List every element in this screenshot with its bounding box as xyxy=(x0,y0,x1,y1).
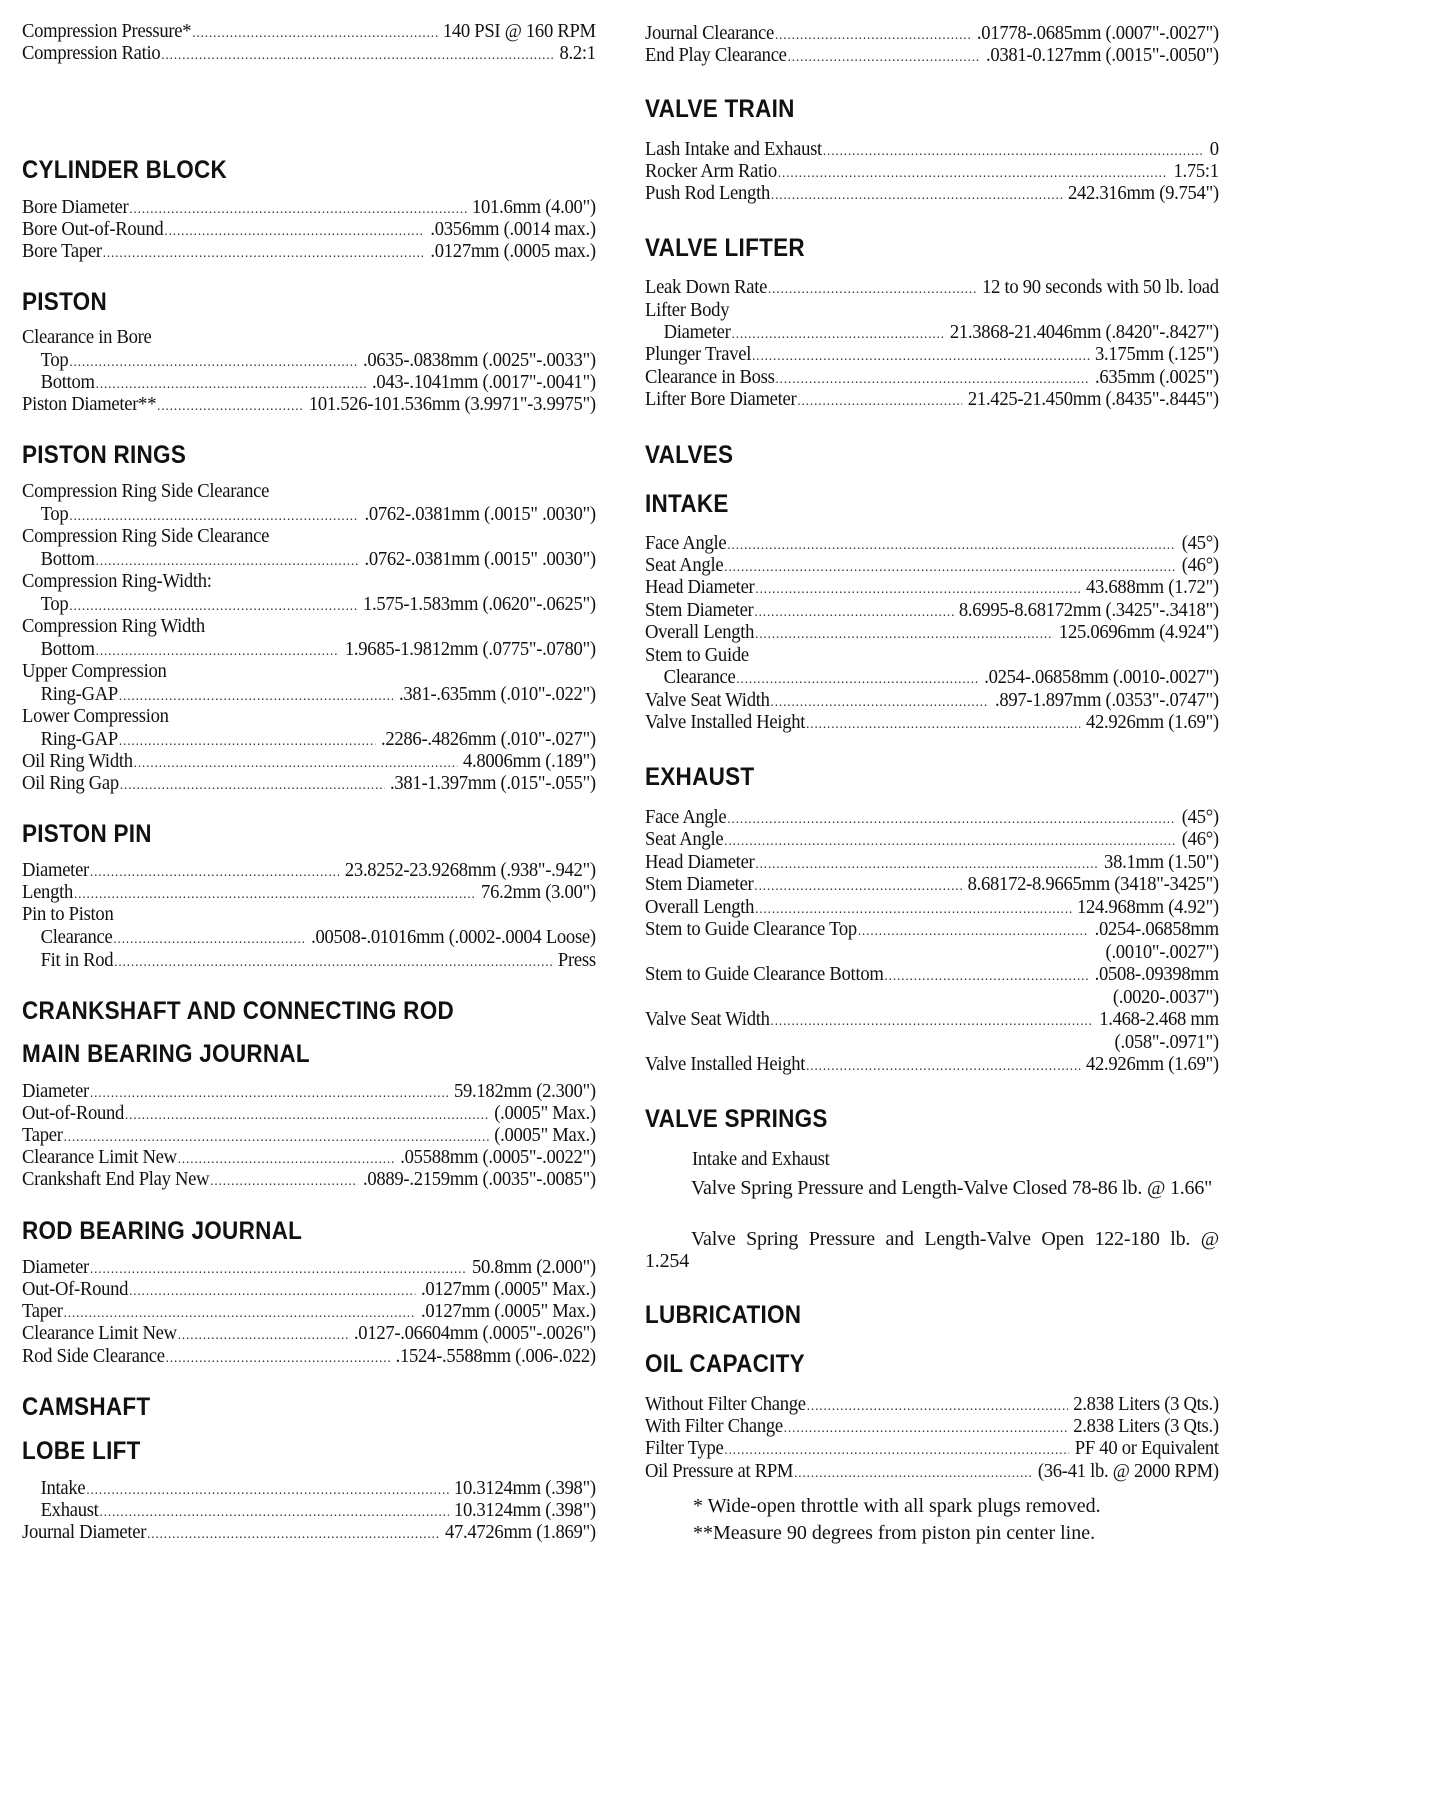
section-heading-crankshaft: CRANKSHAFT AND CONNECTING ROD xyxy=(22,997,454,1025)
sub-label: Compression Ring Side Clearance xyxy=(22,525,270,547)
spec-row: Bottom ..... .0762-.0381mm (.0015" .0030") xyxy=(22,548,596,573)
spec-row: Plunger Travel ..... 3.175mm (.125") xyxy=(645,343,1219,368)
spec-row: Diameter ..... 23.8252-23.9268mm (.938"-.942") xyxy=(22,859,596,884)
section-heading-oil-capacity: OIL CAPACITY xyxy=(645,1350,805,1378)
spec-row: Stem to Guide Clearance Top ..... .0254-.06858mm xyxy=(645,918,1219,943)
spec-row: Clearance in Boss ..... .635mm (.0025") xyxy=(645,366,1219,391)
sub-label: Clearance in Bore xyxy=(22,326,152,348)
spec-row: Clearance Limit New ..... .0127-.06604mm (.0005"-.0026") xyxy=(22,1322,596,1347)
sub-label: Intake and Exhaust xyxy=(692,1148,830,1170)
spec-row-continuation: (.0010"-.0027") xyxy=(1105,941,1219,963)
sub-label: Compression Ring Side Clearance xyxy=(22,480,270,502)
footnote: **Measure 90 degrees from piston pin center line. xyxy=(693,1522,1096,1544)
section-heading-camshaft: CAMSHAFT xyxy=(22,1393,151,1421)
spec-row: Diameter ..... 59.182mm (2.300") xyxy=(22,1080,596,1105)
spec-row: Head Diameter ..... 43.688mm (1.72") xyxy=(645,576,1219,601)
spec-row: Journal Diameter ..... 47.4726mm (1.869") xyxy=(22,1521,596,1546)
footnote: * Wide-open throttle with all spark plugs removed. xyxy=(693,1495,1101,1517)
section-heading-piston-pin: PISTON PIN xyxy=(22,820,152,848)
sub-label: Upper Compression xyxy=(22,660,167,682)
spec-row: Overall Length ..... 125.0696mm (4.924") xyxy=(645,621,1219,646)
section-heading-valves: VALVES xyxy=(645,441,734,469)
spec-row: Stem Diameter ..... 8.68172-8.9665mm (3418"-3425") xyxy=(645,873,1219,898)
spec-row: Valve Installed Height ..... 42.926mm (1.69") xyxy=(645,1053,1219,1078)
spec-row: Out-Of-Round ..... .0127mm (.0005" Max.) xyxy=(22,1278,596,1303)
spec-row: Taper ..... .0127mm (.0005" Max.) xyxy=(22,1300,596,1325)
section-heading-valve-springs: VALVE SPRINGS xyxy=(645,1105,828,1133)
spec-row: Exhaust ..... 10.3124mm (.398") xyxy=(22,1499,596,1524)
spec-row: Taper ..... (.0005" Max.) xyxy=(22,1124,596,1149)
spec-row: Filter Type ..... PF 40 or Equivalent xyxy=(645,1437,1219,1462)
spec-row: Crankshaft End Play New ..... .0889-.2159mm (.0035"-.0085") xyxy=(22,1168,596,1193)
spec-row: Valve Seat Width ..... .897-1.897mm (.0353"-.0747") xyxy=(645,689,1219,714)
sub-label: Compression Ring-Width: xyxy=(22,570,212,592)
spec-row: Head Diameter ..... 38.1mm (1.50") xyxy=(645,851,1219,876)
spec-row: Stem Diameter ..... 8.6995-8.68172mm (.3425"-.3418") xyxy=(645,599,1219,624)
spec-row: Lifter Bore Diameter ..... 21.425-21.450mm (.8435"-.8445") xyxy=(645,388,1219,413)
spec-row: Length ..... 76.2mm (3.00") xyxy=(22,881,596,906)
spec-row: Rocker Arm Ratio ..... 1.75:1 xyxy=(645,160,1219,185)
paragraph: Valve Spring Pressure and Length-Valve Closed 78-86 lb. @ 1.66" xyxy=(691,1177,1213,1199)
spec-row: Diameter ..... 21.3868-21.4046mm (.8420"-.8427") xyxy=(645,321,1219,346)
paragraph: Valve Spring Pressure and Length-Valve Open 122-180 lb. @ 1.254 xyxy=(645,1228,1219,1272)
spec-row: Ring-GAP ..... .2286-.4826mm (.010"-.027") xyxy=(22,728,596,753)
spec-row: Push Rod Length ..... 242.316mm (9.754") xyxy=(645,182,1219,207)
section-heading-cylinder-block: CYLINDER BLOCK xyxy=(22,156,228,184)
sub-label: Compression Ring Width xyxy=(22,615,205,637)
spec-row: Without Filter Change ..... 2.838 Liters (3 Qts.) xyxy=(645,1393,1219,1418)
spec-row: Clearance ..... .00508-.01016mm (.0002-.0004 Loose) xyxy=(22,926,596,951)
sub-label: Lifter Body xyxy=(645,299,730,321)
spec-row: Bore Diameter ..... 101.6mm (4.00") xyxy=(22,196,596,221)
sub-label: Pin to Piston xyxy=(22,903,114,925)
spec-row: Top ..... .0635-.0838mm (.0025"-.0033") xyxy=(22,349,596,374)
spec-row: Journal Clearance ..... .01778-.0685mm (.0007"-.0027") xyxy=(645,22,1219,47)
spec-row: Clearance ..... .0254-.06858mm (.0010-.0027") xyxy=(645,666,1219,691)
sub-label: Lower Compression xyxy=(22,705,169,727)
spec-row: Seat Angle ..... (46°) xyxy=(645,554,1219,579)
spec-row: Bottom ..... .043-.1041mm (.0017"-.0041") xyxy=(22,371,596,396)
section-heading-lobe-lift: LOBE LIFT xyxy=(22,1437,141,1465)
spec-row: Stem to Guide Clearance Bottom ..... .0508-.09398mm xyxy=(645,963,1219,988)
spec-row: Diameter ..... 50.8mm (2.000") xyxy=(22,1256,596,1281)
spec-row: Rod Side Clearance ..... .1524-.5588mm (.006-.022) xyxy=(22,1345,596,1370)
spec-row: Bottom ..... 1.9685-1.9812mm (.0775"-.0780") xyxy=(22,638,596,663)
spec-row: Compression Ratio ..... 8.2:1 xyxy=(22,42,596,67)
spec-row: Top ..... .0762-.0381mm (.0015" .0030") xyxy=(22,503,596,528)
spec-row: Out-of-Round ..... (.0005" Max.) xyxy=(22,1102,596,1127)
spec-row: Piston Diameter** ..... 101.526-101.536mm (3.9971"-3.9975") xyxy=(22,393,596,418)
section-heading-piston-rings: PISTON RINGS xyxy=(22,441,187,469)
spec-row: Oil Ring Gap ..... .381-1.397mm (.015"-.055") xyxy=(22,772,596,797)
spec-row-continuation: (.058"-.0971") xyxy=(1114,1031,1219,1053)
section-heading-main-bearing: MAIN BEARING JOURNAL xyxy=(22,1040,310,1068)
spec-row: Lash Intake and Exhaust ..... 0 xyxy=(645,138,1219,163)
spec-row: Valve Installed Height ..... 42.926mm (1.69") xyxy=(645,711,1219,736)
spec-row: Oil Ring Width ..... 4.8006mm (.189") xyxy=(22,750,596,775)
section-heading-piston: PISTON xyxy=(22,288,107,316)
spec-row: Valve Seat Width ..... 1.468-2.468 mm xyxy=(645,1008,1219,1033)
spec-row: Face Angle ..... (45°) xyxy=(645,532,1219,557)
spec-row: Overall Length ..... 124.968mm (4.92") xyxy=(645,896,1219,921)
spec-label: Compression Pressure* xyxy=(22,20,192,42)
spec-row: Ring-GAP ..... .381-.635mm (.010"-.022") xyxy=(22,683,596,708)
section-heading-lubrication: LUBRICATION xyxy=(645,1301,802,1329)
section-heading-valve-lifter: VALVE LIFTER xyxy=(645,234,805,262)
section-heading-intake: INTAKE xyxy=(645,490,729,518)
section-heading-rod-bearing: ROD BEARING JOURNAL xyxy=(22,1217,303,1245)
spec-value: 140 PSI @ 160 RPM xyxy=(442,20,596,42)
spec-row: Clearance Limit New ..... .05588mm (.0005"-.0022") xyxy=(22,1146,596,1171)
spec-row: Leak Down Rate ..... 12 to 90 seconds with 50 lb. load xyxy=(645,276,1219,301)
sub-label: Stem to Guide xyxy=(645,644,749,666)
spec-row: Seat Angle ..... (46°) xyxy=(645,828,1219,853)
spec-row: Bore Out-of-Round ..... .0356mm (.0014 max.) xyxy=(22,218,596,243)
spec-row: End Play Clearance ..... .0381-0.127mm (.0015"-.0050") xyxy=(645,44,1219,69)
section-heading-valve-train: VALVE TRAIN xyxy=(645,95,795,123)
spec-row: Face Angle ..... (45°) xyxy=(645,806,1219,831)
spec-row: Bore Taper ..... .0127mm (.0005 max.) xyxy=(22,240,596,265)
spec-row: Oil Pressure at RPM ..... (36-41 lb. @ 2000 RPM) xyxy=(645,1460,1219,1485)
section-heading-exhaust: EXHAUST xyxy=(645,763,755,791)
spec-row: Fit in Rod ..... Press xyxy=(22,949,596,974)
spec-row: With Filter Change ..... 2.838 Liters (3 Qts.) xyxy=(645,1415,1219,1440)
spec-row: Intake ..... 10.3124mm (.398") xyxy=(22,1477,596,1502)
spec-row-continuation: (.0020-.0037") xyxy=(1112,986,1219,1008)
spec-row: Top ..... 1.575-1.583mm (.0620"-.0625") xyxy=(22,593,596,618)
